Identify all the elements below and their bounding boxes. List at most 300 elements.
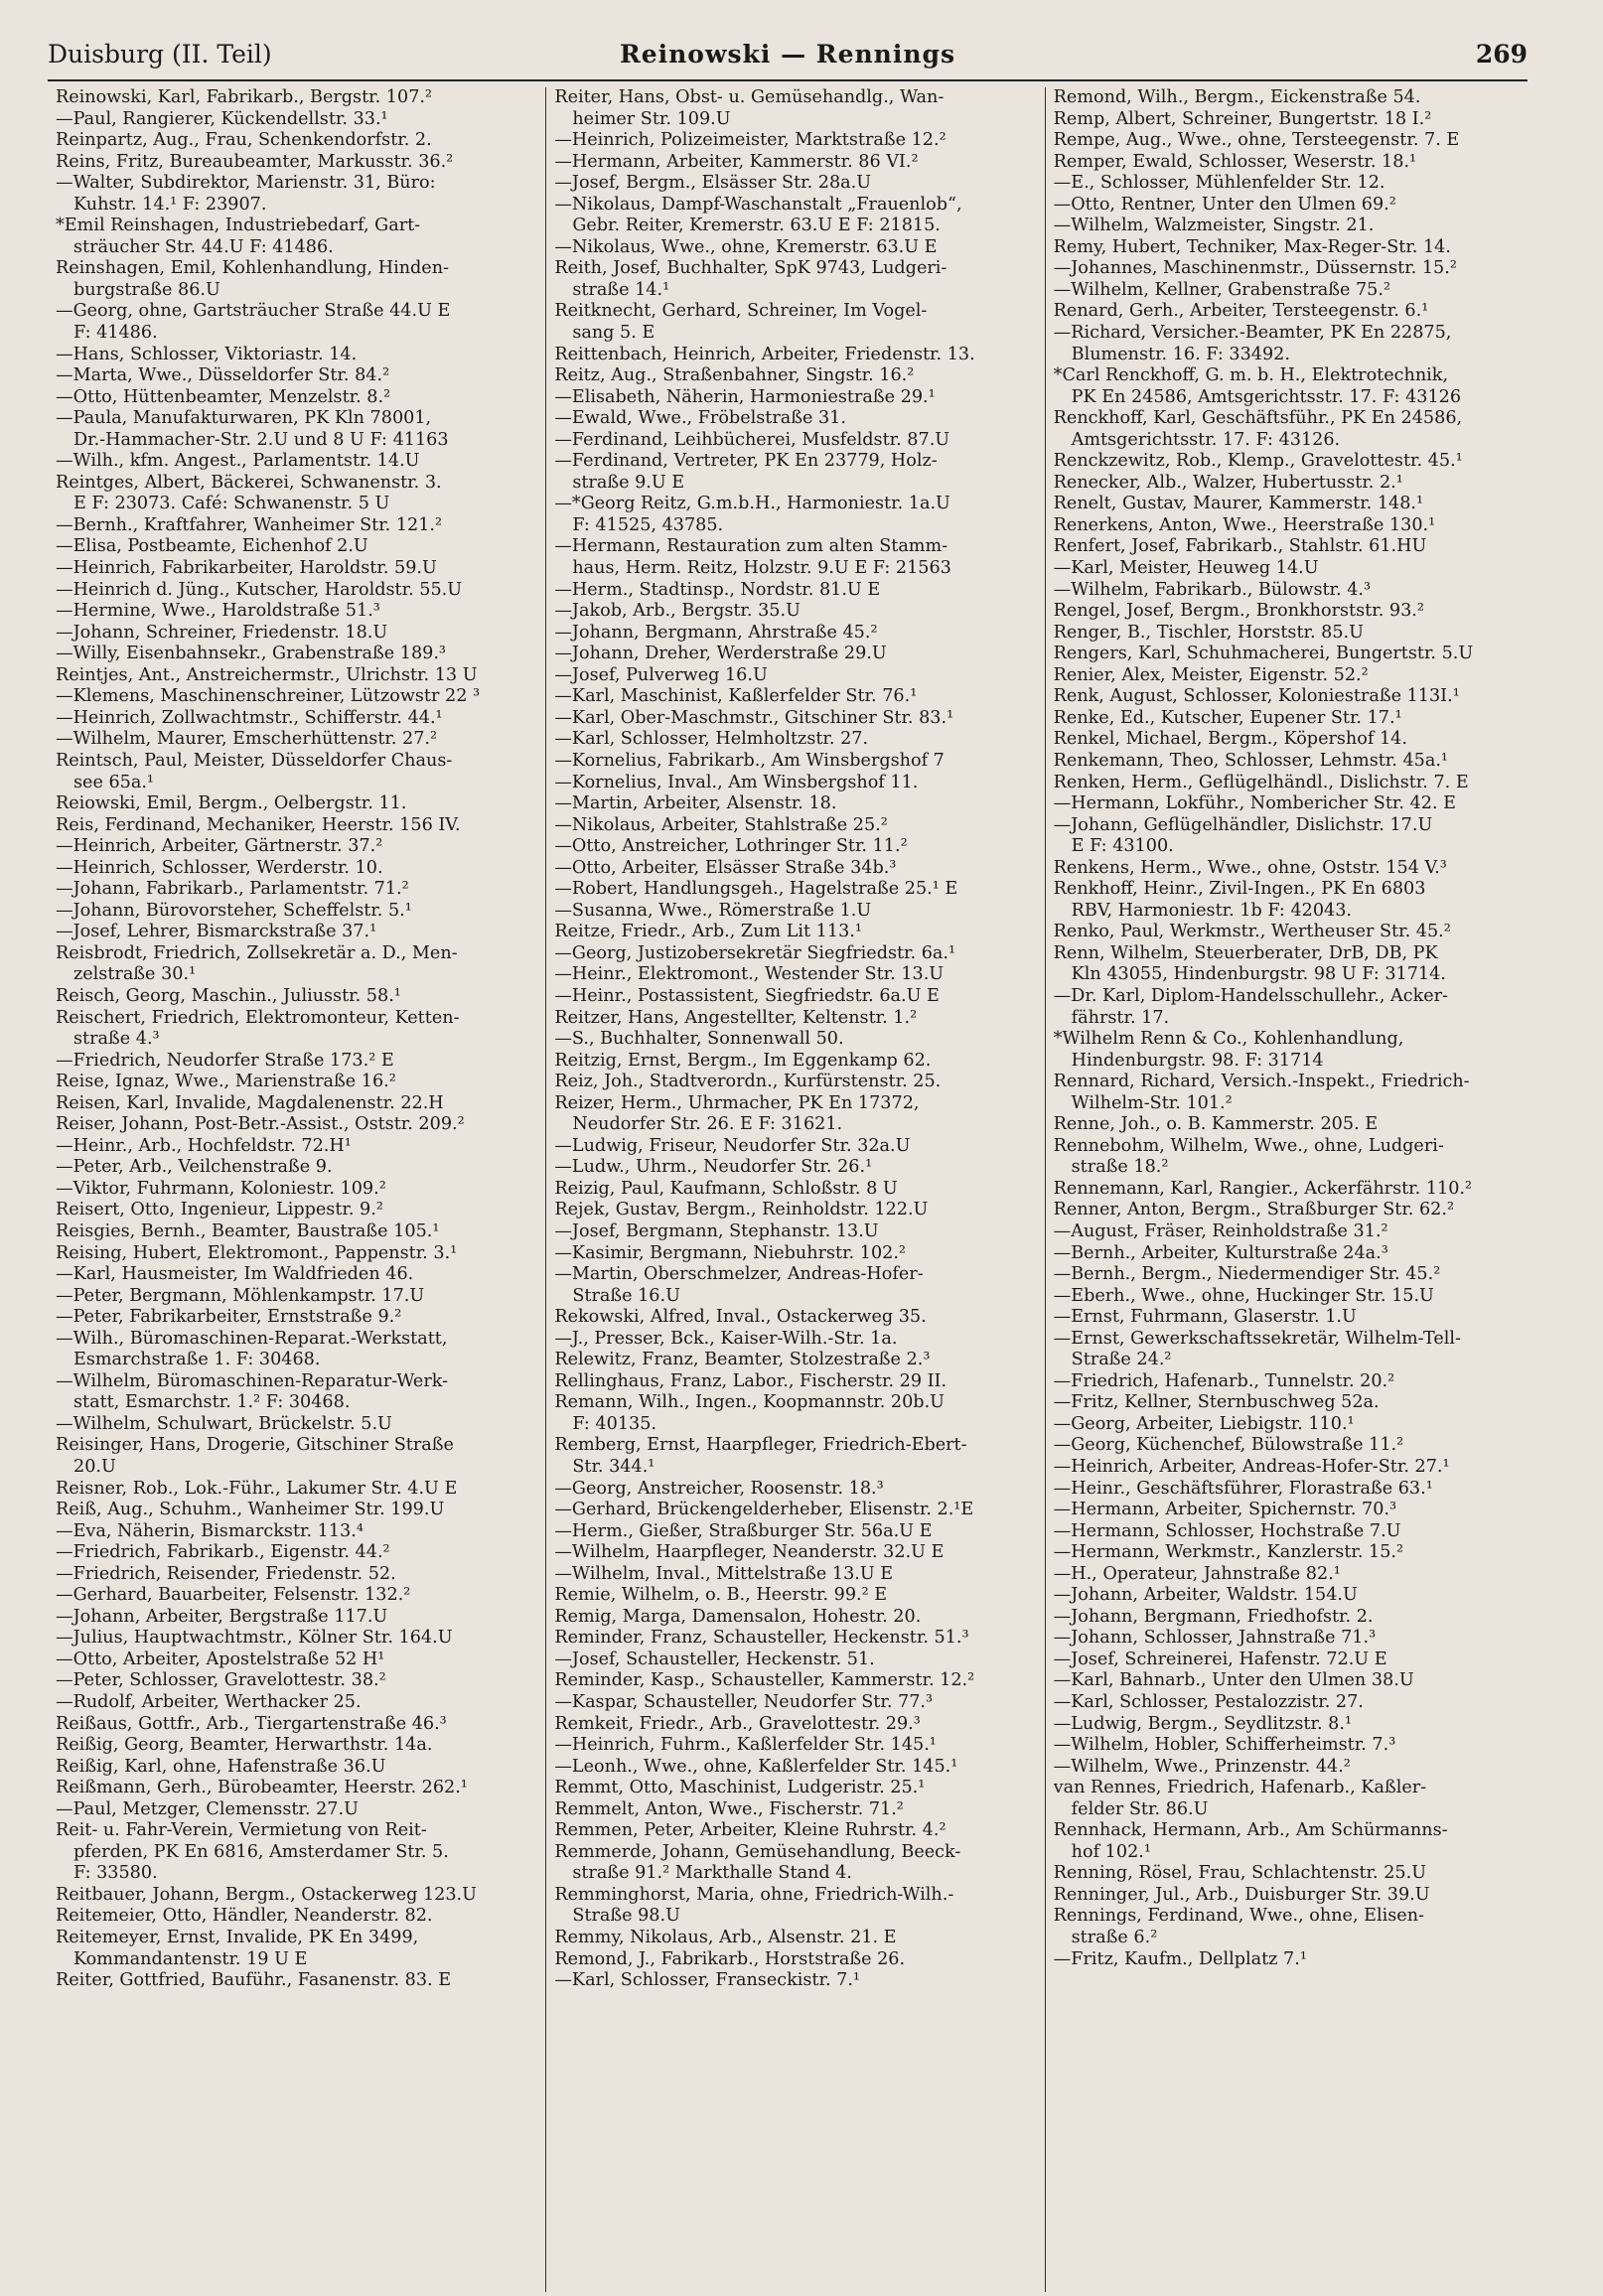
directory-entry (1054, 1264, 1535, 1286)
directory-entry (554, 1670, 1036, 1692)
entry-continuation-line: Straße 98.U (572, 1906, 680, 1927)
directory-entry (1054, 1479, 1535, 1501)
entry-line: Renninger, Jul., Arb., Duisburger Str. 39.U (1053, 1884, 1430, 1905)
entry-continuation-line: Wilhelm-Str. 101.² (1071, 1092, 1233, 1113)
entry-line: —Robert, Handlungsgeh., Hagelstraße 25.¹ E (554, 879, 958, 900)
entry-line: —Kornelius, Inval., Am Winsbergshof 11. (554, 772, 919, 792)
entry-line: Rennebohm, Wilhelm, Wwe., ohne, Ludgeri- (1053, 1135, 1444, 1156)
entry-line: —Otto, Arbeiter, Elsässer Straße 34b.³ (554, 857, 897, 878)
entry-line: Renkens, Herm., Wwe., ohne, Oststr. 154 V.³ (1053, 857, 1447, 878)
directory-entry (554, 1072, 1036, 1093)
directory-entry (554, 1264, 1036, 1307)
entry-line: Reiß, Aug., Schuhm., Wanheimer Str. 199.U (56, 1500, 445, 1520)
entry-line: —Josef, Schreinerei, Hafenstr. 72.U E (1053, 1649, 1387, 1669)
entry-line: Rempe, Aug., Wwe., ohne, Tersteegenstr. 7. E (1053, 130, 1460, 151)
directory-entry (554, 1093, 1036, 1136)
entry-line: Reinshagen, Emil, Kohlenhandlung, Hinden- (56, 258, 449, 279)
directory-entry (56, 665, 537, 687)
directory-entry (554, 1221, 1036, 1243)
entry-line: —Kornelius, Fabrikarb., Am Winsbergshof 7 (554, 750, 945, 771)
directory-entry (554, 1820, 1036, 1842)
entry-line: Reith, Josef, Buchhalter, SpK 9743, Ludgeri- (554, 258, 947, 279)
directory-entry (56, 1799, 537, 1821)
directory-entry (1054, 280, 1535, 302)
directory-entry (1054, 1949, 1535, 1971)
directory-entry (1054, 152, 1535, 174)
entry-line: —Heinrich, Fuhrm., Kaßlerfelder Str. 145.¹ (554, 1735, 937, 1756)
directory-entry (56, 901, 537, 923)
directory-entry (1054, 323, 1535, 365)
directory-entry (1054, 1435, 1535, 1457)
entry-continuation-line: pferden, PK En 6816, Amsterdamer Str. 5. (73, 1841, 449, 1862)
entry-line: —Fritz, Kaufm., Dellplatz 7.¹ (1053, 1948, 1307, 1969)
directory-entry (1054, 1179, 1535, 1201)
entry-line: Renfert, Josef, Fabrikarb., Stahlstr. 61.HU (1053, 536, 1427, 557)
directory-entry (554, 708, 1036, 730)
directory-entry (554, 1479, 1036, 1501)
entry-continuation-line: felder Str. 86.U (1071, 1798, 1209, 1819)
entry-continuation-line: E F: 43100. (1071, 836, 1174, 857)
directory-entry (554, 130, 1036, 152)
directory-entry (554, 1243, 1036, 1265)
entry-continuation-line: Straße 16.U (572, 1285, 680, 1306)
entry-line: *Emil Reinshagen, Industriebedarf, Gart- (56, 215, 421, 236)
directory-entry (56, 1435, 537, 1478)
directory-entry (56, 1221, 537, 1243)
directory-entry (56, 1542, 537, 1564)
entry-line: *Carl Renckhoff, G. m. b. H., Elektrotechnik, (1053, 365, 1449, 386)
entry-line: —Karl, Meister, Heuweg 14.U (1053, 558, 1319, 579)
entry-continuation-line: Amtsgerichtsstr. 17. F: 43126. (1071, 429, 1341, 450)
entry-line: —Hermann, Arbeiter, Kammerstr. 86 VI.² (554, 151, 919, 172)
directory-entry (1054, 1500, 1535, 1521)
directory-entry (56, 644, 537, 665)
directory-entry (56, 1564, 537, 1586)
directory-entry (1054, 1371, 1535, 1393)
entry-continuation-line: hof 102.¹ (1071, 1841, 1151, 1862)
entry-continuation-line: sang 5. E (572, 323, 656, 344)
directory-entry (56, 215, 537, 258)
entry-line: Rennings, Ferdinand, Wwe., ohne, Elisen- (1053, 1906, 1424, 1927)
entry-line: —Walter, Subdirektor, Marienstr. 31, Büro: (56, 173, 436, 194)
entry-line: —Wilhelm, Fabrikarb., Bülowstr. 4.³ (1053, 579, 1372, 600)
entry-line: —Paula, Manufakturwaren, PK Kln 78001, (56, 408, 432, 429)
entry-line: Remmy, Nikolaus, Arb., Alsenstr. 21. E (554, 1928, 897, 1948)
entry-line: —Ernst, Gewerkschaftssekretär, Wilhelm-Tell- (1053, 1328, 1461, 1349)
entry-line: Reiser, Johann, Post-Betr.-Assist., Oststr. 209.² (56, 1114, 465, 1135)
entry-line: Remie, Wilhelm, o. B., Heerstr. 99.² E (554, 1585, 888, 1606)
directory-entry (554, 922, 1036, 943)
entry-line: —Wilhelm, Schulwart, Brückelstr. 5.U (56, 1413, 392, 1434)
directory-entry (56, 1414, 537, 1436)
entry-line: —Gerhard, Bauarbeiter, Felsenstr. 132.² (56, 1585, 411, 1606)
entry-line: —Peter, Bergmann, Möhlenkampstr. 17.U (56, 1285, 425, 1306)
entry-continuation-line: Straße 24.² (1071, 1350, 1172, 1370)
entry-line: —Herm., Gießer, Straßburger Str. 56a.U E (554, 1520, 933, 1541)
entry-line: —Elisabeth, Näherin, Harmoniestraße 29.¹ (554, 386, 936, 407)
directory-entry (56, 1970, 537, 1992)
entry-continuation-line: PK En 24586, Amtsgerichtsstr. 17. F: 43126 (1071, 386, 1462, 407)
entry-line: —S., Buchhalter, Sonnenwall 50. (554, 1029, 844, 1050)
entry-continuation-line: F: 41525, 43785. (572, 514, 724, 535)
directory-entry (1054, 1200, 1535, 1221)
entry-line: —Ferdinand, Vertreter, PK En 23779, Holz- (554, 451, 938, 472)
directory-entry (56, 943, 537, 986)
directory-entry (554, 1650, 1036, 1671)
directory-entry (554, 644, 1036, 665)
entry-line: —Friedrich, Hafenarb., Tunnelstr. 20.² (1053, 1370, 1395, 1391)
entry-continuation-line: RBV, Harmoniestr. 1b F: 42043. (1071, 900, 1353, 921)
directory-entry (56, 1243, 537, 1265)
entry-line: —Georg, Arbeiter, Liebigstr. 110.¹ (1053, 1413, 1355, 1434)
entry-line: —Herm., Stadtinsp., Nordstr. 81.U E (554, 579, 881, 600)
entry-line: Rennemann, Karl, Rangier., Ackerfährstr. 110.² (1053, 1178, 1473, 1199)
entry-line: —Ernst, Fuhrmann, Glaserstr. 1.U (1053, 1307, 1357, 1328)
entry-line: —Johann, Bergmann, Friedhofstr. 2. (1053, 1606, 1374, 1627)
directory-entry (554, 986, 1036, 1008)
entry-continuation-line: heimer Str. 109.U (572, 108, 731, 129)
entry-line: —Viktor, Fuhrmann, Koloniestr. 109.² (56, 1178, 386, 1199)
directory-entry (554, 173, 1036, 195)
directory-entry (56, 580, 537, 602)
entry-line: Renken, Herm., Geflügelhändl., Dislichstr. 7. E (1053, 772, 1469, 792)
directory-entry (1054, 1243, 1535, 1265)
entry-line: Renger, B., Tischler, Horststr. 85.U (1053, 622, 1364, 643)
entry-line: —Nikolaus, Arbeiter, Stahlstraße 25.² (554, 814, 888, 835)
entry-line: Renner, Anton, Bergm., Straßburger Str. 62.² (1053, 1200, 1455, 1220)
entry-line: Reiz, Joh., Stadtverordn., Kurfürstenstr. 25. (554, 1072, 942, 1092)
entry-line: Rekowski, Alfred, Inval., Ostackerweg 35. (554, 1307, 927, 1328)
entry-line: —Willy, Eisenbahnsekr., Grabenstraße 189.³ (56, 644, 446, 664)
entry-line: Renelt, Gustav, Maurer, Kammerstr. 148.¹ (1053, 494, 1424, 514)
entry-line: —Susanna, Wwe., Römerstraße 1.U (554, 900, 872, 921)
directory-entry (554, 494, 1036, 536)
directory-entry (56, 1072, 537, 1093)
entry-line: —Otto, Anstreicher, Lothringer Str. 11.² (554, 836, 908, 857)
entry-line: Reit- u. Fahr-Verein, Vermietung von Reit- (56, 1820, 427, 1841)
directory-entry (1054, 1564, 1535, 1586)
entry-line: —Wilhelm, Haarpfleger, Neanderstr. 32.U E (554, 1542, 945, 1563)
entry-line: —E., Schlosser, Mühlenfelder Str. 12. (1053, 173, 1385, 194)
directory-column-1 (48, 87, 545, 2292)
directory-entry (56, 1329, 537, 1371)
entry-line: —Wilhelm, Wwe., Prinzenstr. 44.² (1053, 1756, 1351, 1777)
entry-line: Remmt, Otto, Maschinist, Ludgeristr. 25.¹ (554, 1778, 926, 1798)
entry-line: —Josef, Lehrer, Bismarckstraße 37.¹ (56, 922, 377, 942)
directory-entry (554, 1757, 1036, 1779)
entry-line: Reisbrodt, Friedrich, Zollsekretär a. D., Men- (56, 942, 458, 963)
directory-entry (554, 387, 1036, 409)
entry-line: Remberg, Ernst, Haarpfleger, Friedrich-Ebert- (554, 1435, 967, 1456)
directory-entry (554, 152, 1036, 174)
entry-line: Rengel, Josef, Bergm., Bronkhorststr. 93.² (1053, 601, 1424, 622)
directory-entry (56, 109, 537, 131)
directory-entry (1054, 815, 1535, 858)
header-name-range: Reinowski — Rennings (619, 40, 956, 69)
entry-line: Reißaus, Gottfr., Arb., Tiergartenstraße 46.³ (56, 1713, 447, 1734)
entry-line: —Paul, Rangierer, Kückendellstr. 33.¹ (56, 108, 388, 129)
entry-line: —Gerhard, Brückengelderheber, Elisenstr. 2.¹E (554, 1500, 974, 1520)
entry-line: —Kasimir, Bergmann, Niebuhrstr. 102.² (554, 1242, 906, 1263)
directory-entry (554, 1029, 1036, 1051)
entry-line: —Paul, Metzger, Clemensstr. 27.U (56, 1798, 359, 1819)
directory-entry (554, 1008, 1036, 1030)
directory-entry (56, 1157, 537, 1179)
entry-line: Reisch, Georg, Maschin., Juliusstr. 58.¹ (56, 985, 401, 1006)
entry-line: —Nikolaus, Wwe., ohne, Kremerstr. 63.U E (554, 236, 938, 257)
directory-entry (56, 986, 537, 1008)
directory-entry (56, 515, 537, 537)
directory-entry (1054, 1457, 1535, 1479)
entry-continuation-line: straße 14.¹ (572, 279, 670, 300)
directory-entry (56, 1885, 537, 1907)
entry-line: Reintjes, Ant., Anstreichermstr., Ulrichstr. 13 U (56, 664, 478, 685)
entry-line: —Leonh., Wwe., ohne, Kaßlerfelder Str. 145.¹ (554, 1756, 958, 1777)
directory-entry (554, 1607, 1036, 1629)
entry-line: Remmen, Peter, Arbeiter, Kleine Ruhrstr. 4.² (554, 1820, 947, 1841)
directory-entry (554, 815, 1036, 837)
directory-entry (1054, 215, 1535, 237)
entry-line: Reising, Hubert, Elektromont., Pappenstr. 3.¹ (56, 1242, 458, 1263)
entry-line: Renkhoff, Heinr., Zivil-Ingen., PK En 6803 (1053, 879, 1426, 900)
directory-entry (1054, 1820, 1535, 1863)
directory-entry (1054, 879, 1535, 922)
directory-entry (554, 1136, 1036, 1158)
directory-entry (56, 836, 537, 858)
entry-line: —Klemens, Maschinenschreiner, Lützowstr 22 ³ (56, 686, 481, 707)
entry-line: Renn, Wilhelm, Steuerberater, DrB, DB, PK (1053, 942, 1438, 963)
directory-entry (554, 451, 1036, 494)
directory-entry (1054, 536, 1535, 558)
entry-continuation-line: straße 4.³ (73, 1029, 160, 1050)
entry-line: Remond, Wilh., Bergm., Eickenstraße 54. (1053, 87, 1421, 107)
entry-continuation-line: F: 33580. (73, 1863, 158, 1884)
directory-entry (1054, 601, 1535, 623)
directory-entry (554, 836, 1036, 858)
entry-line: —Dr. Karl, Diplom-Handelsschullehr., Acker- (1053, 985, 1448, 1006)
entry-line: Renier, Alex, Meister, Eigenstr. 52.² (1053, 664, 1369, 685)
directory-entry (1054, 365, 1535, 408)
entry-line: Reintges, Albert, Bäckerei, Schwanenstr. 3. (56, 472, 442, 493)
entry-line: —Johann, Geflügelhändler, Dislichstr. 17.U (1053, 814, 1433, 835)
entry-line: Remminghorst, Maria, ohne, Friedrich-Wilh.- (554, 1884, 954, 1905)
directory-entry (56, 1714, 537, 1736)
directory-entry (1054, 986, 1535, 1029)
directory-entry (1054, 173, 1535, 195)
entry-line: —Hermann, Werkmstr., Kanzlerstr. 15.² (1053, 1542, 1404, 1563)
entry-line: —Wilh., Büromaschinen-Reparat.-Werkstatt, (56, 1328, 448, 1349)
directory-entry (1054, 1542, 1535, 1564)
directory-entry (554, 1778, 1036, 1799)
entry-line: Renk, August, Schlosser, Koloniestraße 113I.¹ (1053, 686, 1460, 707)
directory-entry (1054, 644, 1535, 665)
header-city: Duisburg (II. Teil) (48, 40, 272, 69)
directory-entry (554, 580, 1036, 602)
entry-continuation-line: Hindenburgstr. 98. F: 31714 (1071, 1050, 1324, 1071)
directory-entry (554, 345, 1036, 366)
directory-entry (554, 1307, 1036, 1329)
entry-line: Renecker, Alb., Walzer, Hubertusstr. 2.¹ (1053, 472, 1403, 493)
directory-entry (1054, 1029, 1535, 1072)
directory-entry (554, 1542, 1036, 1564)
directory-entry (1054, 451, 1535, 473)
directory-entry (1054, 665, 1535, 687)
directory-entry (554, 365, 1036, 387)
entry-line: —Ferdinand, Leihbücherei, Musfeldstr. 87.U (554, 429, 950, 450)
entry-line: —Heinrich d. Jüng., Kutscher, Haroldstr. 55.U (56, 579, 463, 600)
entry-line: —Georg, Justizobersekretär Siegfriedstr. 6a.¹ (554, 942, 956, 963)
entry-line: Reins, Fritz, Bureaubeamter, Markusstr. 36.² (56, 151, 454, 172)
entry-continuation-line: Dr.-Hammacher-Str. 2.U und 8 U F: 41163 (73, 429, 449, 450)
directory-entry (554, 1564, 1036, 1586)
entry-line: Rellinghaus, Franz, Labor., Fischerstr. 29 II. (554, 1370, 947, 1391)
directory-entry (554, 964, 1036, 986)
entry-line: —Martin, Arbeiter, Alsenstr. 18. (554, 793, 837, 814)
entry-continuation-line: Neudorfer Str. 26. E F: 31621. (572, 1114, 843, 1135)
directory-entry (56, 451, 537, 473)
directory-entry (56, 1906, 537, 1928)
directory-entry (554, 1051, 1036, 1073)
directory-entry (1054, 1329, 1535, 1371)
entry-line: —Rudolf, Arbeiter, Werthacker 25. (56, 1692, 362, 1713)
entry-continuation-line: Esmarchstraße 1. F: 30468. (73, 1350, 321, 1370)
directory-entry (554, 258, 1036, 301)
directory-entry (56, 1628, 537, 1650)
directory-entry (56, 345, 537, 366)
directory-entry (56, 1051, 537, 1073)
entry-line: Reittenbach, Heinrich, Arbeiter, Friedenstr. 13. (554, 344, 975, 364)
entry-line: —Hermann, Schlosser, Hochstraße 7.U (1053, 1520, 1401, 1541)
entry-line: Remmelt, Anton, Wwe., Fischerstr. 71.² (554, 1798, 904, 1819)
entry-continuation-line: Gebr. Reiter, Kremerstr. 63.U E F: 21815. (572, 215, 941, 236)
directory-entry (554, 1799, 1036, 1821)
page-header (48, 40, 1528, 81)
directory-entry (56, 1093, 537, 1115)
directory-entry (1054, 1628, 1535, 1650)
directory-entry (554, 879, 1036, 901)
entry-continuation-line: straße 91.² Markthalle Stand 4. (572, 1863, 853, 1884)
directory-entry (1054, 237, 1535, 259)
directory-entry (1054, 408, 1535, 451)
entry-line: —Heinrich, Schlosser, Werderstr. 10. (56, 857, 383, 878)
entry-line: Rengers, Karl, Schuhmacherei, Bungertstr. 5.U (1053, 644, 1474, 664)
directory-entry (554, 1949, 1036, 1971)
entry-line: Reis, Ferdinand, Mechaniker, Heerstr. 156 IV. (56, 814, 461, 835)
entry-line: —Bernh., Bergm., Niedermendiger Str. 45.² (1053, 1264, 1441, 1285)
directory-entry (56, 1670, 537, 1692)
entry-line: —Heinrich, Polizeimeister, Marktstraße 12.² (554, 130, 947, 151)
entry-line: Reizig, Paul, Kaufmann, Schloßstr. 8 U (554, 1178, 898, 1199)
entry-line: —Martin, Oberschmelzer, Andreas-Hofer- (554, 1264, 924, 1285)
entry-line: —Ludwig, Bergm., Seydlitzstr. 8.¹ (1053, 1713, 1352, 1734)
entry-line: —Peter, Schlosser, Gravelottestr. 38.² (56, 1670, 386, 1691)
entry-line: —Eva, Näherin, Bismarckstr. 113.⁴ (56, 1520, 364, 1541)
entry-line: Reisert, Otto, Ingenieur, Lippestr. 9.² (56, 1200, 383, 1220)
entry-line: —Wilhelm, Büromaschinen-Reparatur-Werk- (56, 1370, 449, 1391)
directory-entry (1054, 708, 1535, 730)
entry-line: Renko, Paul, Werkmstr., Wertheuser Str. 45.² (1053, 922, 1451, 942)
directory-entry (56, 536, 537, 558)
directory-entry (554, 751, 1036, 773)
directory-entry (554, 793, 1036, 815)
directory-entry (1054, 1670, 1535, 1692)
directory-entry (554, 1714, 1036, 1736)
entry-continuation-line: F: 40135. (572, 1413, 656, 1434)
directory-entry (56, 1820, 537, 1885)
directory-entry (554, 1392, 1036, 1435)
entry-line: Reisgies, Bernh., Beamter, Baustraße 105.¹ (56, 1220, 440, 1241)
entry-line: Renard, Gerh., Arbeiter, Tersteegenstr. 6.¹ (1053, 301, 1429, 322)
directory-entry (554, 1585, 1036, 1607)
entry-line: —Heinr., Postassistent, Siegfriedstr. 6a.U E (554, 985, 940, 1006)
entry-line: —Georg, ohne, Gartsträucher Straße 44.U E (56, 301, 451, 322)
directory-entry (1054, 686, 1535, 708)
directory-entry (554, 623, 1036, 645)
entry-line: —Hans, Schlosser, Viktoriastr. 14. (56, 344, 358, 364)
directory-entry (1054, 793, 1535, 815)
directory-entry (554, 729, 1036, 751)
directory-entry (56, 1928, 537, 1970)
entry-line: —Georg, Küchenchef, Bülowstraße 11.² (1053, 1435, 1404, 1456)
directory-entry (1054, 580, 1535, 602)
directory-entry (56, 1136, 537, 1158)
directory-entry (56, 1008, 537, 1051)
entry-line: Reiter, Gottfried, Bauführ., Fasanenstr. 83. E (56, 1970, 452, 1991)
entry-continuation-line: Kommandantenstr. 19 U E (73, 1948, 308, 1969)
entry-line: Reitbauer, Johann, Bergm., Ostackerweg 123.U (56, 1884, 477, 1905)
directory-entry (1054, 1286, 1535, 1308)
directory-entry (56, 1479, 537, 1501)
entry-line: —Wilhelm, Maurer, Emscherhüttenstr. 27.² (56, 729, 438, 750)
entry-line: —Josef, Bergm., Elsässer Str. 28a.U (554, 173, 872, 194)
directory-entry (1054, 858, 1535, 880)
directory-entry (1054, 751, 1535, 773)
entry-continuation-line: statt, Esmarchstr. 1.² F: 30468. (73, 1392, 351, 1413)
entry-line: —Marta, Wwe., Düsseldorfer Str. 84.² (56, 365, 390, 386)
entry-line: —Josef, Pulverweg 16.U (554, 664, 768, 685)
entry-line: Relewitz, Franz, Beamter, Stolzestraße 2.³ (554, 1350, 931, 1370)
entry-line: Remann, Wilh., Ingen., Koopmannstr. 20b.U (554, 1392, 945, 1413)
directory-entry (554, 195, 1036, 237)
directory-entry (554, 1157, 1036, 1179)
entry-line: Rennhack, Hermann, Arb., Am Schürmanns- (1053, 1820, 1448, 1841)
directory-entry (1054, 195, 1535, 216)
directory-entry (1054, 1863, 1535, 1885)
entry-line: —Karl, Maschinist, Kaßlerfelder Str. 76.¹ (554, 686, 918, 707)
directory-entry (56, 258, 537, 301)
directory-entry (56, 1607, 537, 1629)
directory-entry (1054, 494, 1535, 515)
directory-entry (1054, 301, 1535, 323)
directory-entry (554, 1179, 1036, 1201)
entry-line: Reitemeyer, Ernst, Invalide, PK En 3499, (56, 1928, 419, 1948)
directory-entry (56, 365, 537, 387)
entry-line: —Wilhelm, Kellner, Grabenstraße 75.² (1053, 279, 1391, 300)
entry-line: Reitze, Friedr., Arb., Zum Lit 113.¹ (554, 922, 862, 942)
entry-line: —Heinrich, Fabrikarbeiter, Haroldstr. 59.U (56, 558, 437, 579)
entry-line: —*Georg Reitz, G.m.b.H., Harmoniestr. 1a.U (554, 494, 950, 514)
entry-line: —Julius, Hauptwachtmstr., Kölner Str. 164.U (56, 1628, 453, 1649)
directory-entry (1054, 922, 1535, 943)
directory-entry (56, 708, 537, 730)
entry-line: —Josef, Bergmann, Stephanstr. 13.U (554, 1220, 879, 1241)
directory-entry (1054, 1136, 1535, 1179)
directory-entry (56, 1585, 537, 1607)
directory-column-3 (1045, 87, 1543, 2292)
entry-line: Remond, J., Fabrikarb., Horststraße 26. (554, 1948, 906, 1969)
entry-line: —Hermann, Arbeiter, Spichernstr. 70.³ (1053, 1500, 1397, 1520)
entry-continuation-line: haus, Herm. Reitz, Holzstr. 9.U E F: 21563 (572, 558, 951, 579)
